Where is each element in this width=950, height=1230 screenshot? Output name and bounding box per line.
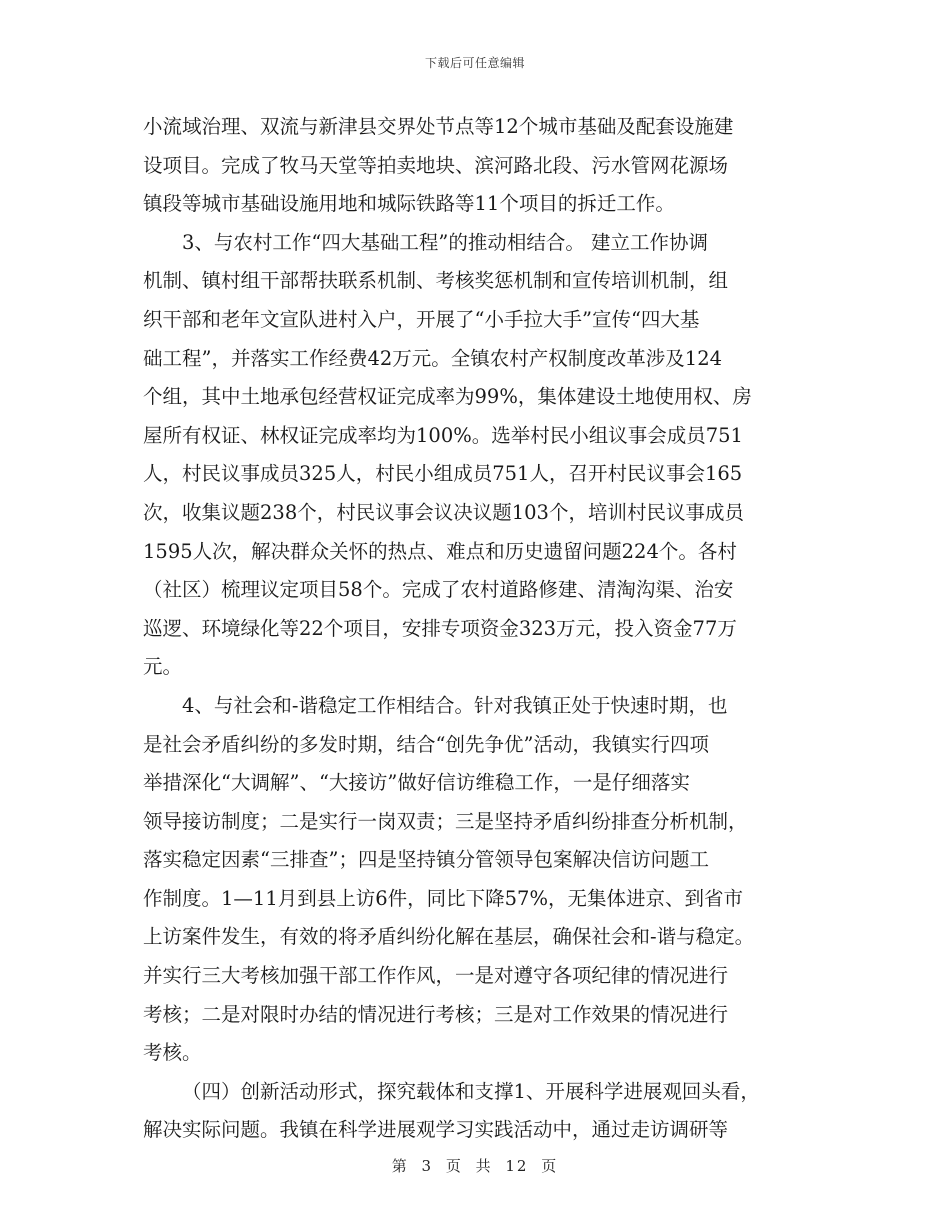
text-line: 考核。 xyxy=(143,1041,202,1065)
text-line: 上访案件发生，有效的将矛盾纠纷化解在基层，确保社会和-谐与稳定。 xyxy=(143,925,755,949)
text-line: 4、与社会和-谐稳定工作相结合。针对我镇正处于快速时期，也 xyxy=(182,693,728,717)
text-line: 领导接访制度；二是实行一岗双责；三是坚持矛盾纠纷排查分析机制， xyxy=(143,809,748,833)
page-footer: 第 3 页 共 12 页 xyxy=(391,1157,559,1175)
paragraph-3 xyxy=(143,687,809,1073)
text-line: 落实稳定因素“三排查”；四是坚持镇分管领导包案解决信访问题工 xyxy=(143,848,709,872)
text-line: 织干部和老年文宣队进村入户，开展了“小手拉大手”宣传“四大基 xyxy=(143,307,700,331)
text-line: 举措深化“大调解”、“大接访”做好信访维稳工作，一是仔细落实 xyxy=(143,771,690,795)
text-line: 镇段等城市基础设施用地和城际铁路等11个项目的拆迁工作。 xyxy=(143,192,675,216)
text-line: 元。 xyxy=(143,655,183,679)
document-body xyxy=(143,108,809,1150)
paragraph-1 xyxy=(143,108,809,224)
text-line: 础工程”，并落实工作经费42万元。全镇农村产权制度改革涉及124 xyxy=(143,346,723,370)
page-header: 下载后可任意编辑 xyxy=(424,56,525,70)
text-line: 机制、镇村组干部帮扶联系机制、考核奖惩机制和宣传培训机制，组 xyxy=(143,269,729,293)
paragraph-2 xyxy=(143,224,809,687)
text-line: 是社会矛盾纠纷的多发时期，结合“创先争优”活动，我镇实行四项 xyxy=(143,732,709,756)
text-line: 次，收集议题238个，村民议事会议决议题103个，培训村民议事成员 xyxy=(143,500,744,524)
text-line: 3、与农村工作“四大基础工程”的推动相结合。 建立工作协调 xyxy=(182,230,709,254)
paragraph-4 xyxy=(143,1073,809,1150)
text-line: 作制度。1—11月到县上访6件，同比下降57%，无集体进京、到省市 xyxy=(143,886,743,910)
text-line: 设项目。完成了牧马天堂等拍卖地块、滨河路北段、污水管网花源场 xyxy=(143,153,729,177)
text-line: 人，村民议事成员325人，村民小组成员751人，召开村民议事会165 xyxy=(143,462,743,486)
text-line: （四）创新活动形式，探究载体和支撑1、开展科学进展观回头看， xyxy=(182,1079,760,1103)
text-line: 个组，其中土地承包经营权证完成率为99%，集体建设土地使用权、房 xyxy=(143,385,752,409)
text-line: 小流域治理、双流与新津县交界处节点等12个城市基础及配套设施建 xyxy=(143,115,734,138)
text-line: 巡逻、环境绿化等22个项目，安排专项资金323万元，投入资金77万 xyxy=(143,616,737,640)
text-line: 1595人次，解决群众关怀的热点、难点和历史遗留问题224个。各村 xyxy=(143,539,737,563)
text-line: （社区）梳理议定项目58个。完成了农村道路修建、清淘沟渠、治安 xyxy=(143,578,734,602)
text-line: 屋所有权证、林权证完成率均为100%。选举村民小组议事会成员751 xyxy=(143,423,743,447)
text-line: 解决实际问题。我镇在科学进展观学习实践活动中，通过走访调研等 xyxy=(143,1118,729,1142)
text-line: 并实行三大考核加强干部工作作风，一是对遵守各项纪律的情况进行 xyxy=(143,964,729,988)
text-line: 考核；二是对限时办结的情况进行考核；三是对工作效果的情况进行 xyxy=(143,1002,729,1026)
